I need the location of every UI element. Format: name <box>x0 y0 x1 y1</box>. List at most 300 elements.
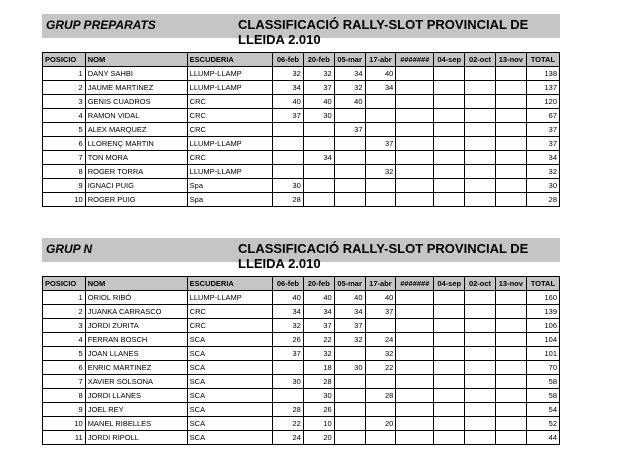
round-points-cell <box>465 431 496 445</box>
name-cell: JORDI RIPOLL <box>85 431 187 445</box>
position-cell: 6 <box>43 361 86 375</box>
table-row <box>43 193 560 207</box>
round-points-cell <box>396 179 434 193</box>
round-points-cell <box>495 291 526 305</box>
round-points-cell: 34 <box>303 305 334 319</box>
round-points-cell: 10 <box>303 417 334 431</box>
round-points-cell <box>434 375 465 389</box>
position-cell: 3 <box>43 95 86 109</box>
round-points-cell: 30 <box>273 179 304 193</box>
round-points-cell <box>396 95 434 109</box>
round-points-cell <box>334 109 365 123</box>
round-points-cell: 37 <box>273 109 304 123</box>
round-points-cell <box>465 67 496 81</box>
section-grup-n <box>42 238 560 445</box>
column-header: 20-feb <box>303 277 334 291</box>
standings-table <box>42 52 560 207</box>
round-points-cell <box>334 137 365 151</box>
total-cell: 70 <box>526 361 559 375</box>
round-points-cell: 40 <box>303 291 334 305</box>
round-points-cell: 34 <box>334 305 365 319</box>
table-row <box>43 417 560 431</box>
column-header: 17-abr <box>365 53 396 67</box>
round-points-cell: 30 <box>303 109 334 123</box>
round-points-cell <box>365 109 396 123</box>
round-points-cell <box>334 165 365 179</box>
column-header: NOM <box>85 277 187 291</box>
team-cell: SCA <box>187 347 272 361</box>
round-points-cell <box>434 305 465 319</box>
round-points-cell <box>273 389 304 403</box>
round-points-cell: 40 <box>334 95 365 109</box>
round-points-cell: 34 <box>365 81 396 95</box>
round-points-cell <box>334 389 365 403</box>
round-points-cell: 20 <box>365 417 396 431</box>
round-points-cell <box>334 431 365 445</box>
round-points-cell <box>495 375 526 389</box>
table-row <box>43 123 560 137</box>
column-header: 06-feb <box>273 277 304 291</box>
name-cell: DANY SAHBI <box>85 67 187 81</box>
name-cell: GENIS CUADROS <box>85 95 187 109</box>
round-points-cell <box>334 347 365 361</box>
round-points-cell <box>273 137 304 151</box>
round-points-cell: 30 <box>273 375 304 389</box>
round-points-cell <box>465 305 496 319</box>
team-cell: LLUMP-LLAMP <box>187 137 272 151</box>
name-cell: LLORENÇ MARTIN <box>85 137 187 151</box>
column-header: 05-mar <box>334 53 365 67</box>
round-points-cell: 28 <box>303 375 334 389</box>
team-cell: LLUMP-LLAMP <box>187 81 272 95</box>
round-points-cell <box>334 417 365 431</box>
table-row <box>43 403 560 417</box>
column-header: TOTAL <box>526 53 559 67</box>
column-header: ESCUDERIA <box>187 53 272 67</box>
round-points-cell <box>465 319 496 333</box>
total-cell: 28 <box>526 193 559 207</box>
round-points-cell <box>396 389 434 403</box>
total-cell: 67 <box>526 109 559 123</box>
column-header: TOTAL <box>526 277 559 291</box>
round-points-cell <box>334 375 365 389</box>
round-points-cell <box>396 431 434 445</box>
position-cell: 7 <box>43 375 86 389</box>
team-cell: SCA <box>187 333 272 347</box>
round-points-cell: 18 <box>303 361 334 375</box>
round-points-cell <box>465 81 496 95</box>
round-points-cell: 32 <box>334 333 365 347</box>
round-points-cell <box>434 389 465 403</box>
round-points-cell <box>495 67 526 81</box>
total-cell: 52 <box>526 417 559 431</box>
table-row <box>43 151 560 165</box>
round-points-cell <box>465 193 496 207</box>
team-cell: Spa <box>187 179 272 193</box>
round-points-cell <box>365 403 396 417</box>
round-points-cell: 37 <box>303 319 334 333</box>
round-points-cell: 32 <box>334 81 365 95</box>
round-points-cell <box>396 361 434 375</box>
team-cell: CRC <box>187 151 272 165</box>
round-points-cell <box>465 109 496 123</box>
round-points-cell: 32 <box>273 319 304 333</box>
position-cell: 6 <box>43 137 86 151</box>
round-points-cell <box>273 123 304 137</box>
table-row <box>43 67 560 81</box>
name-cell: ALEX MARQUEZ <box>85 123 187 137</box>
round-points-cell <box>495 193 526 207</box>
column-header: 06-feb <box>273 53 304 67</box>
total-cell: 54 <box>526 403 559 417</box>
round-points-cell <box>495 81 526 95</box>
total-cell: 160 <box>526 291 559 305</box>
name-cell: MANEL RIBELLES <box>85 417 187 431</box>
round-points-cell: 20 <box>303 431 334 445</box>
round-points-cell: 32 <box>365 347 396 361</box>
team-cell: SCA <box>187 431 272 445</box>
round-points-cell <box>334 403 365 417</box>
table-row <box>43 361 560 375</box>
round-points-cell <box>495 417 526 431</box>
section-banner <box>42 238 560 271</box>
round-points-cell <box>396 319 434 333</box>
round-points-cell: 40 <box>273 291 304 305</box>
team-cell: SCA <box>187 403 272 417</box>
team-cell: LLUMP-LLAMP <box>187 165 272 179</box>
round-points-cell <box>365 375 396 389</box>
round-points-cell <box>434 193 465 207</box>
round-points-cell <box>396 375 434 389</box>
table-row <box>43 109 560 123</box>
round-points-cell: 24 <box>273 431 304 445</box>
position-cell: 10 <box>43 193 86 207</box>
team-cell: CRC <box>187 123 272 137</box>
position-cell: 2 <box>43 305 86 319</box>
round-points-cell <box>495 179 526 193</box>
position-cell: 11 <box>43 431 86 445</box>
round-points-cell: 37 <box>365 305 396 319</box>
position-cell: 9 <box>43 179 86 193</box>
table-row <box>43 319 560 333</box>
total-cell: 37 <box>526 123 559 137</box>
table-row <box>43 165 560 179</box>
round-points-cell: 34 <box>334 67 365 81</box>
round-points-cell <box>396 123 434 137</box>
team-cell: CRC <box>187 95 272 109</box>
total-cell: 58 <box>526 389 559 403</box>
table-row <box>43 333 560 347</box>
column-header: 05-mar <box>334 277 365 291</box>
round-points-cell <box>334 151 365 165</box>
round-points-cell: 40 <box>273 95 304 109</box>
section-title: CLASSIFICACIÓ RALLY-SLOT PROVINCIAL DE LLEIDA 2.010 <box>238 241 529 271</box>
round-points-cell <box>465 347 496 361</box>
round-points-cell <box>495 347 526 361</box>
round-points-cell: 28 <box>365 389 396 403</box>
column-header: 04-sep <box>434 277 465 291</box>
table-row <box>43 95 560 109</box>
round-points-cell <box>273 165 304 179</box>
round-points-cell <box>495 137 526 151</box>
round-points-cell <box>396 193 434 207</box>
column-header: NOM <box>85 53 187 67</box>
round-points-cell <box>465 389 496 403</box>
round-points-cell <box>434 95 465 109</box>
round-points-cell <box>465 403 496 417</box>
round-points-cell <box>334 193 365 207</box>
column-header: 17-abr <box>365 277 396 291</box>
round-points-cell: 37 <box>303 81 334 95</box>
position-cell: 7 <box>43 151 86 165</box>
total-cell: 120 <box>526 95 559 109</box>
round-points-cell: 22 <box>365 361 396 375</box>
total-cell: 37 <box>526 137 559 151</box>
position-cell: 4 <box>43 109 86 123</box>
table-row <box>43 389 560 403</box>
round-points-cell <box>495 109 526 123</box>
round-points-cell <box>365 95 396 109</box>
name-cell: TON MORA <box>85 151 187 165</box>
team-cell: SCA <box>187 361 272 375</box>
position-cell: 5 <box>43 123 86 137</box>
round-points-cell <box>465 333 496 347</box>
round-points-cell <box>465 137 496 151</box>
round-points-cell <box>495 319 526 333</box>
round-points-cell: 34 <box>273 305 304 319</box>
round-points-cell <box>396 137 434 151</box>
round-points-cell <box>495 361 526 375</box>
total-cell: 106 <box>526 319 559 333</box>
round-points-cell <box>396 305 434 319</box>
total-cell: 30 <box>526 179 559 193</box>
round-points-cell <box>465 179 496 193</box>
column-header: POSICIO <box>43 277 86 291</box>
column-header: 20-feb <box>303 53 334 67</box>
round-points-cell: 37 <box>334 123 365 137</box>
column-header: 02-oct <box>465 277 496 291</box>
section-banner <box>42 14 560 47</box>
round-points-cell <box>303 179 334 193</box>
round-points-cell: 22 <box>273 417 304 431</box>
round-points-cell <box>495 403 526 417</box>
round-points-cell: 26 <box>303 403 334 417</box>
round-points-cell <box>465 95 496 109</box>
round-points-cell <box>334 179 365 193</box>
position-cell: 2 <box>43 81 86 95</box>
round-points-cell <box>495 123 526 137</box>
round-points-cell: 34 <box>273 81 304 95</box>
round-points-cell <box>495 305 526 319</box>
table-row <box>43 305 560 319</box>
table-row <box>43 347 560 361</box>
round-points-cell <box>434 417 465 431</box>
round-points-cell: 40 <box>365 291 396 305</box>
round-points-cell: 32 <box>303 67 334 81</box>
round-points-cell <box>434 333 465 347</box>
round-points-cell <box>495 95 526 109</box>
round-points-cell <box>303 123 334 137</box>
column-header: 13-nov <box>495 277 526 291</box>
section-grup-preparats <box>42 14 560 207</box>
position-cell: 1 <box>43 67 86 81</box>
total-cell: 58 <box>526 375 559 389</box>
group-name: GRUP N <box>46 242 93 256</box>
column-header: 04-sep <box>434 53 465 67</box>
round-points-cell <box>465 417 496 431</box>
round-points-cell <box>396 151 434 165</box>
round-points-cell <box>303 165 334 179</box>
round-points-cell: 40 <box>334 291 365 305</box>
name-cell: ROGER TORRA <box>85 165 187 179</box>
position-cell: 3 <box>43 319 86 333</box>
round-points-cell <box>303 137 334 151</box>
total-cell: 44 <box>526 431 559 445</box>
round-points-cell <box>365 179 396 193</box>
column-header: 13-nov <box>495 53 526 67</box>
table-row <box>43 81 560 95</box>
round-points-cell: 30 <box>334 361 365 375</box>
total-cell: 32 <box>526 165 559 179</box>
table-row <box>43 291 560 305</box>
name-cell: JORDI ZURITA <box>85 319 187 333</box>
round-points-cell <box>396 333 434 347</box>
round-points-cell: 32 <box>303 347 334 361</box>
position-cell: 4 <box>43 333 86 347</box>
name-cell: ORIOL RIBÓ <box>85 291 187 305</box>
round-points-cell <box>396 403 434 417</box>
round-points-cell <box>303 193 334 207</box>
round-points-cell <box>396 81 434 95</box>
round-points-cell <box>365 151 396 165</box>
round-points-cell <box>465 375 496 389</box>
total-cell: 138 <box>526 67 559 81</box>
round-points-cell <box>434 165 465 179</box>
round-points-cell <box>273 361 304 375</box>
team-cell: SCA <box>187 389 272 403</box>
table-header-row <box>43 53 560 67</box>
team-cell: LLUMP-LLAMP <box>187 291 272 305</box>
table-row <box>43 137 560 151</box>
group-name: GRUP PREPARATS <box>46 18 156 32</box>
round-points-cell: 30 <box>303 389 334 403</box>
name-cell: JOEL REY <box>85 403 187 417</box>
column-header: ####### <box>396 53 434 67</box>
round-points-cell: 28 <box>273 193 304 207</box>
round-points-cell <box>465 361 496 375</box>
position-cell: 9 <box>43 403 86 417</box>
round-points-cell <box>465 291 496 305</box>
table-row <box>43 375 560 389</box>
column-header: ESCUDERIA <box>187 277 272 291</box>
round-points-cell: 22 <box>303 333 334 347</box>
round-points-cell: 40 <box>365 67 396 81</box>
total-cell: 104 <box>526 333 559 347</box>
table-row <box>43 179 560 193</box>
column-header: ####### <box>396 277 434 291</box>
round-points-cell <box>365 319 396 333</box>
round-points-cell: 37 <box>273 347 304 361</box>
position-cell: 8 <box>43 165 86 179</box>
round-points-cell <box>396 347 434 361</box>
round-points-cell <box>434 179 465 193</box>
position-cell: 8 <box>43 389 86 403</box>
table-row <box>43 431 560 445</box>
round-points-cell: 28 <box>273 403 304 417</box>
name-cell: RAMON VIDAL <box>85 109 187 123</box>
team-cell: CRC <box>187 109 272 123</box>
round-points-cell <box>434 319 465 333</box>
round-points-cell <box>495 333 526 347</box>
round-points-cell: 24 <box>365 333 396 347</box>
round-points-cell <box>434 81 465 95</box>
position-cell: 5 <box>43 347 86 361</box>
round-points-cell: 37 <box>334 319 365 333</box>
team-cell: CRC <box>187 305 272 319</box>
team-cell: Spa <box>187 193 272 207</box>
round-points-cell <box>434 67 465 81</box>
round-points-cell: 32 <box>273 67 304 81</box>
round-points-cell <box>396 67 434 81</box>
name-cell: XAVIER SOLSONA <box>85 375 187 389</box>
round-points-cell <box>495 165 526 179</box>
round-points-cell <box>434 291 465 305</box>
team-cell: CRC <box>187 319 272 333</box>
round-points-cell <box>434 109 465 123</box>
round-points-cell <box>495 431 526 445</box>
round-points-cell <box>365 431 396 445</box>
name-cell: ROGER PUIG <box>85 193 187 207</box>
round-points-cell <box>273 151 304 165</box>
name-cell: JOAN LLANES <box>85 347 187 361</box>
section-title: CLASSIFICACIÓ RALLY-SLOT PROVINCIAL DE LLEIDA 2.010 <box>238 17 529 47</box>
team-cell: SCA <box>187 417 272 431</box>
team-cell: SCA <box>187 375 272 389</box>
round-points-cell <box>396 417 434 431</box>
round-points-cell <box>465 165 496 179</box>
round-points-cell <box>495 389 526 403</box>
position-cell: 10 <box>43 417 86 431</box>
round-points-cell: 32 <box>365 165 396 179</box>
column-header: POSICIO <box>43 53 86 67</box>
round-points-cell <box>434 361 465 375</box>
round-points-cell <box>465 123 496 137</box>
round-points-cell <box>365 193 396 207</box>
round-points-cell <box>434 403 465 417</box>
round-points-cell: 37 <box>365 137 396 151</box>
name-cell: ENRIC MARTINEZ <box>85 361 187 375</box>
round-points-cell <box>434 347 465 361</box>
standings-table <box>42 276 560 445</box>
round-points-cell <box>396 109 434 123</box>
round-points-cell <box>434 137 465 151</box>
round-points-cell <box>495 151 526 165</box>
round-points-cell <box>465 151 496 165</box>
total-cell: 137 <box>526 81 559 95</box>
round-points-cell <box>434 431 465 445</box>
name-cell: JORDI LLANES <box>85 389 187 403</box>
total-cell: 101 <box>526 347 559 361</box>
name-cell: IGNACI PUIG <box>85 179 187 193</box>
round-points-cell: 40 <box>303 95 334 109</box>
round-points-cell <box>365 123 396 137</box>
position-cell: 1 <box>43 291 86 305</box>
round-points-cell <box>396 165 434 179</box>
table-header-row <box>43 277 560 291</box>
team-cell: LLUMP-LLAMP <box>187 67 272 81</box>
round-points-cell <box>396 291 434 305</box>
round-points-cell: 34 <box>303 151 334 165</box>
